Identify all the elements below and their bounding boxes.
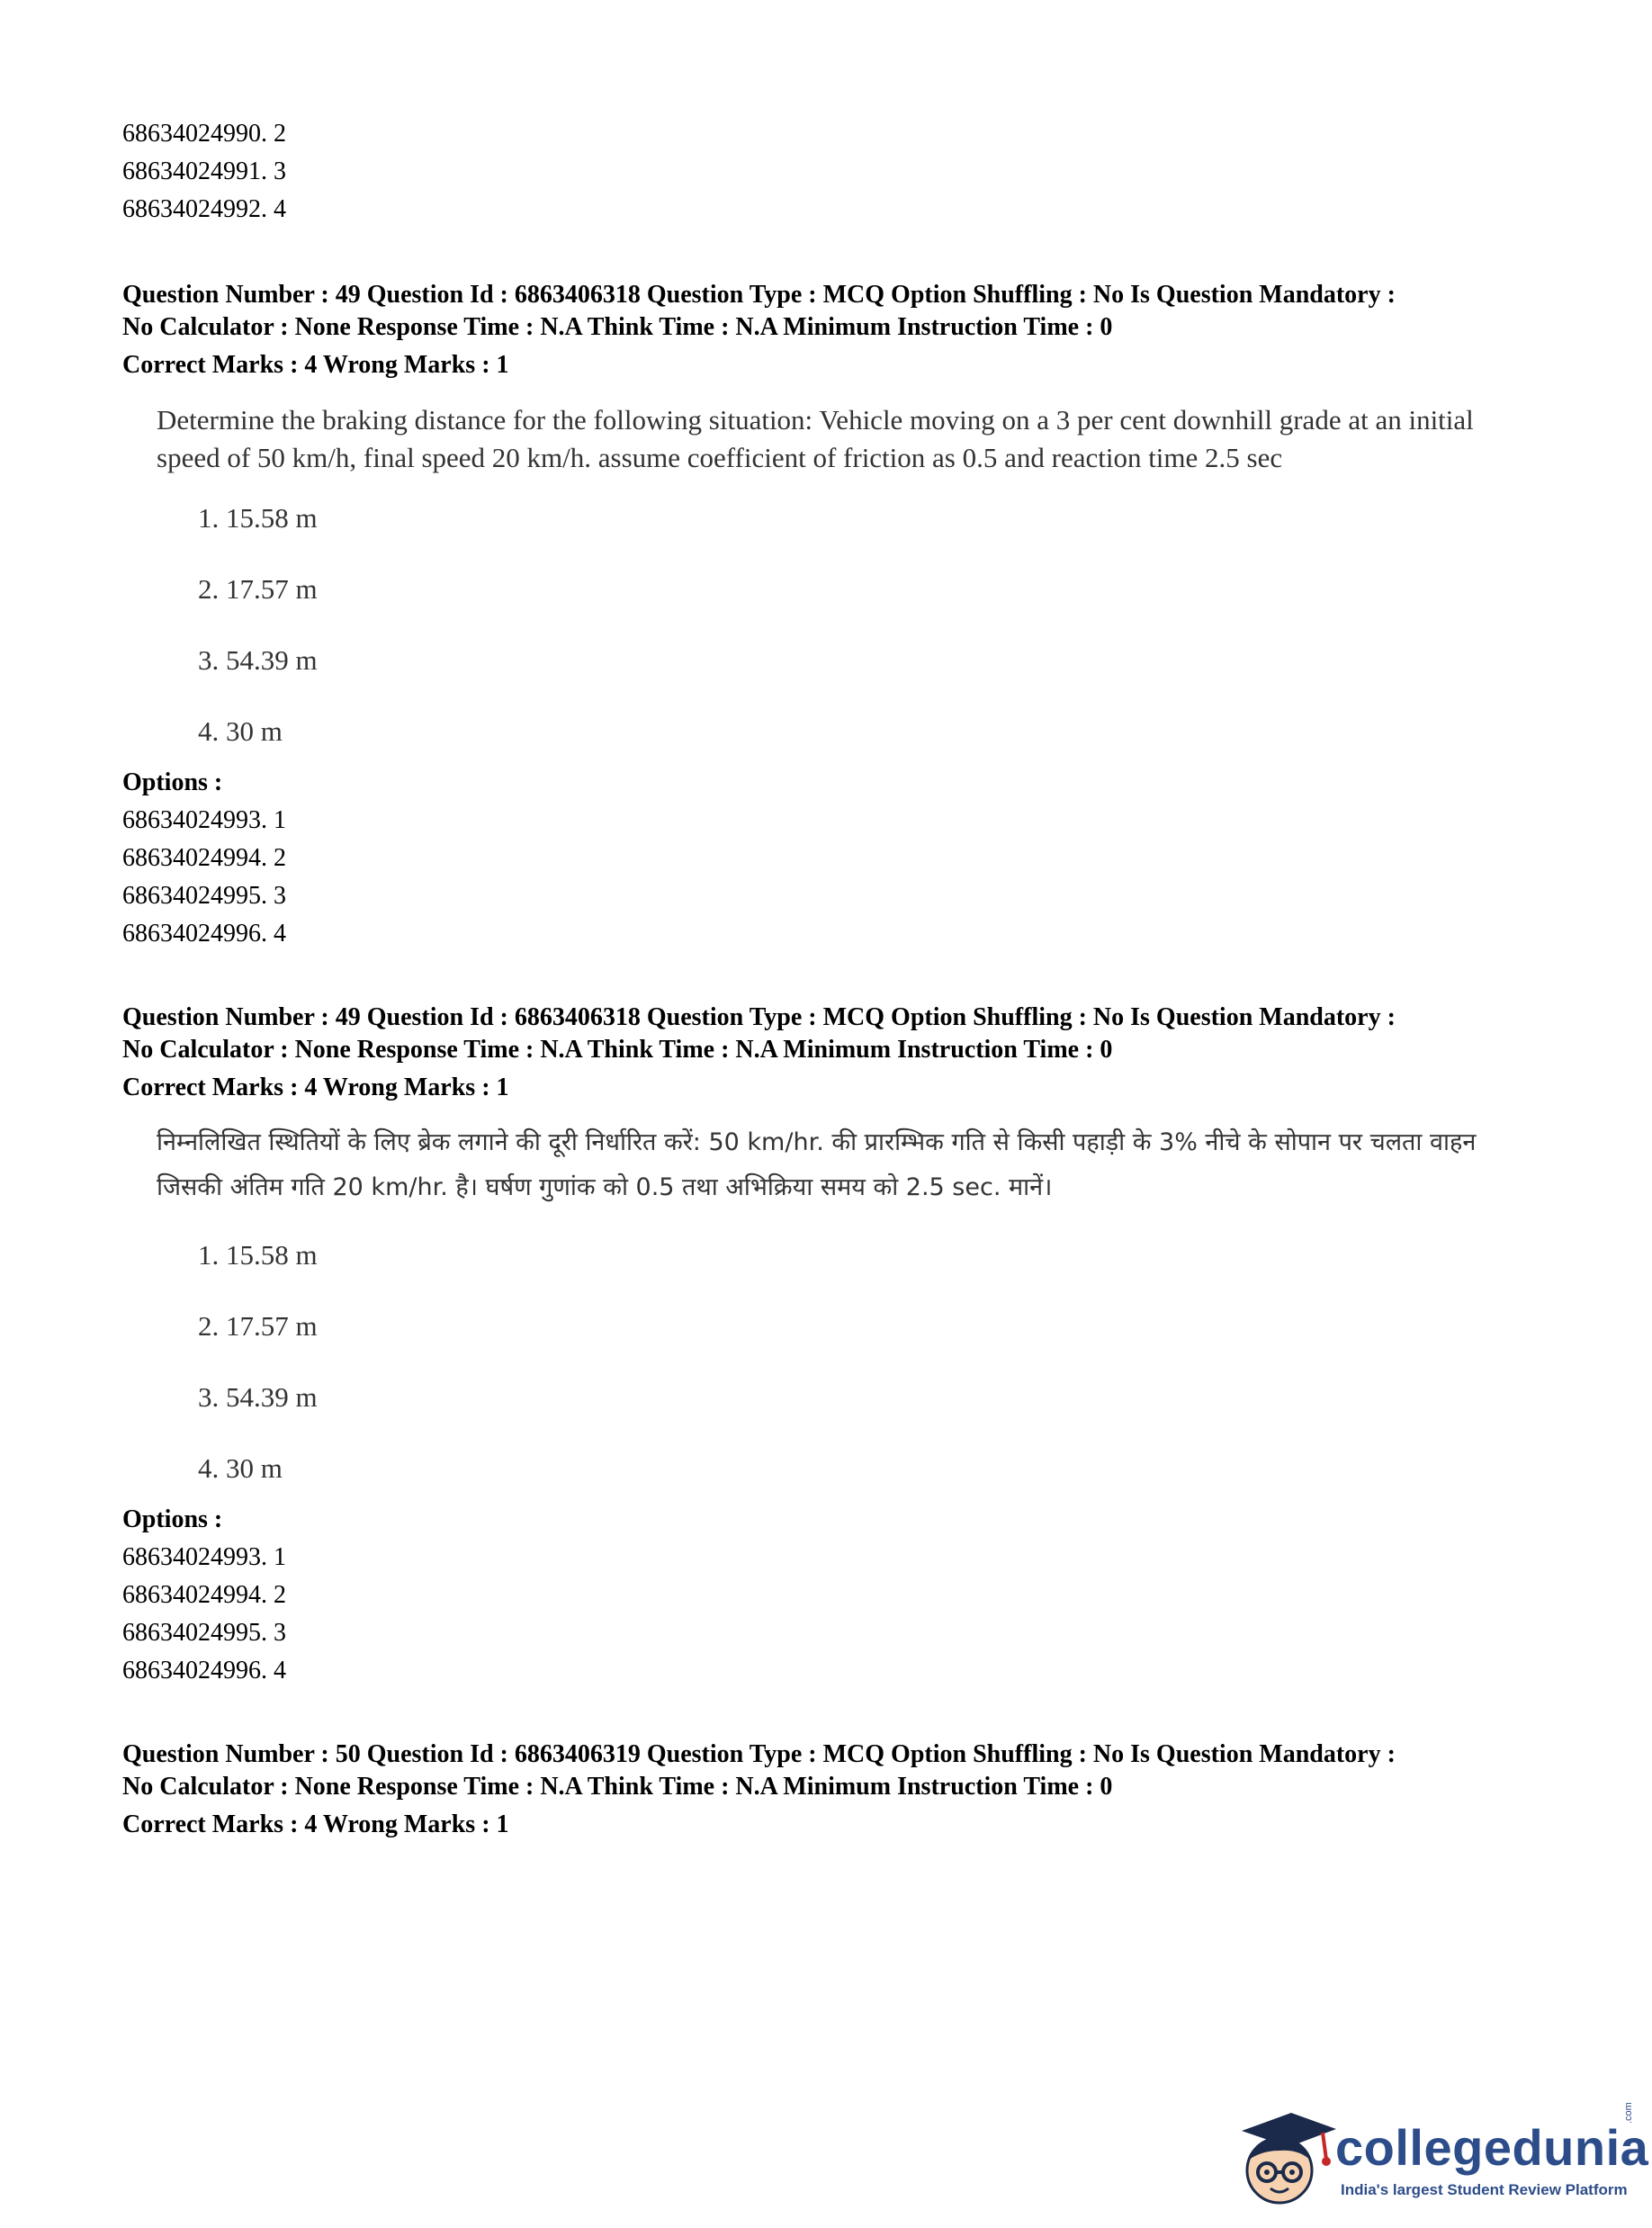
- marks-line: Correct Marks : 4 Wrong Marks : 1: [122, 1810, 509, 1838]
- options-label: Options :: [122, 768, 223, 796]
- marks-line: Correct Marks : 4 Wrong Marks : 1: [122, 351, 509, 379]
- choice-item: 2. 17.57 m: [198, 1310, 318, 1342]
- meta-line: No Calculator : None Response Time : N.A Think Time : N.A Minimum Instruction Time : 0: [122, 313, 1113, 341]
- question-meta: [122, 1738, 1544, 1841]
- question-block: [122, 279, 1544, 953]
- options-list: [122, 802, 1544, 953]
- question-text: Determine the braking distance for the following situation: Vehicle moving on a 3 per cent downhill grade at an initial speed of 50 km/h, final speed 20 km/h. assume coefficient of friction as 0.5 and reaction time 2.5 sec: [157, 404, 1474, 473]
- options-label: Options :: [122, 1505, 223, 1533]
- logo-name: collegedunia: [1335, 2119, 1649, 2176]
- choices-list: [198, 500, 1544, 750]
- option-id: 68634024996. 4: [122, 1657, 286, 1684]
- option-id: 68634024995. 3: [122, 882, 286, 910]
- question-image: [157, 401, 1544, 750]
- option-id: 68634024991. 3: [122, 157, 286, 185]
- choice-item: 2. 17.57 m: [198, 573, 318, 605]
- question-image: [157, 1120, 1544, 1487]
- option-id: 68634024996. 4: [122, 920, 286, 948]
- question-block: [122, 1738, 1544, 1841]
- option-id: 68634024990. 2: [122, 120, 286, 148]
- choice-item: 4. 30 m: [198, 1452, 283, 1484]
- collegedunia-logo[interactable]: [1224, 2097, 1649, 2214]
- question-meta: [122, 1002, 1544, 1104]
- document-page: [122, 115, 1544, 1841]
- option-id: 68634024993. 1: [122, 806, 286, 834]
- meta-line: Question Number : 49 Question Id : 6863406318 Question Type : MCQ Option Shuffling : No Is Question Mandatory :: [122, 1003, 1396, 1031]
- choice-item: 1. 15.58 m: [198, 1239, 318, 1271]
- option-id: 68634024993. 1: [122, 1543, 286, 1571]
- choices-list: [198, 1237, 1544, 1487]
- choice-item: 3. 54.39 m: [198, 644, 318, 676]
- question-meta: [122, 279, 1544, 382]
- choice-item: 4. 30 m: [198, 715, 283, 747]
- marks-line: Correct Marks : 4 Wrong Marks : 1: [122, 1074, 509, 1101]
- options-list: [122, 1539, 1544, 1690]
- mascot-icon: [1224, 2097, 1341, 2214]
- meta-line: Question Number : 50 Question Id : 6863406319 Question Type : MCQ Option Shuffling : No Is Question Mandatory :: [122, 1740, 1396, 1768]
- option-id: 68634024995. 3: [122, 1619, 286, 1647]
- option-id: 68634024994. 2: [122, 844, 286, 872]
- question-block: [122, 1002, 1544, 1690]
- choice-item: 1. 15.58 m: [198, 502, 318, 534]
- meta-line: Question Number : 49 Question Id : 6863406318 Question Type : MCQ Option Shuffling : No Is Question Mandatory :: [122, 281, 1396, 309]
- meta-line: No Calculator : None Response Time : N.A Think Time : N.A Minimum Instruction Time : 0: [122, 1773, 1113, 1801]
- top-options-list: [122, 115, 1544, 229]
- logo-tagline: India's largest Student Review Platform: [1341, 2181, 1628, 2198]
- meta-line: No Calculator : None Response Time : N.A Think Time : N.A Minimum Instruction Time : 0: [122, 1036, 1113, 1064]
- logo-suffix: .com: [1623, 2102, 1634, 2124]
- option-id: 68634024994. 2: [122, 1581, 286, 1609]
- question-text: निम्नलिखित स्थितियों के लिए ब्रेक लगाने की दूरी निर्धारित करें: 50 km/hr. की प्रारम्भिक गति से किसी पहाड़ी के 3% नीचे के सोपान पर चलता वाहन जिसकी अंतिम गति 20 km/hr. है। घर्षण गुणांक को 0.5 तथा अभिक्रिया समय को 2.5 sec. मानें।: [157, 1128, 1477, 1201]
- option-id: 68634024992. 4: [122, 195, 286, 223]
- choice-item: 3. 54.39 m: [198, 1381, 318, 1413]
